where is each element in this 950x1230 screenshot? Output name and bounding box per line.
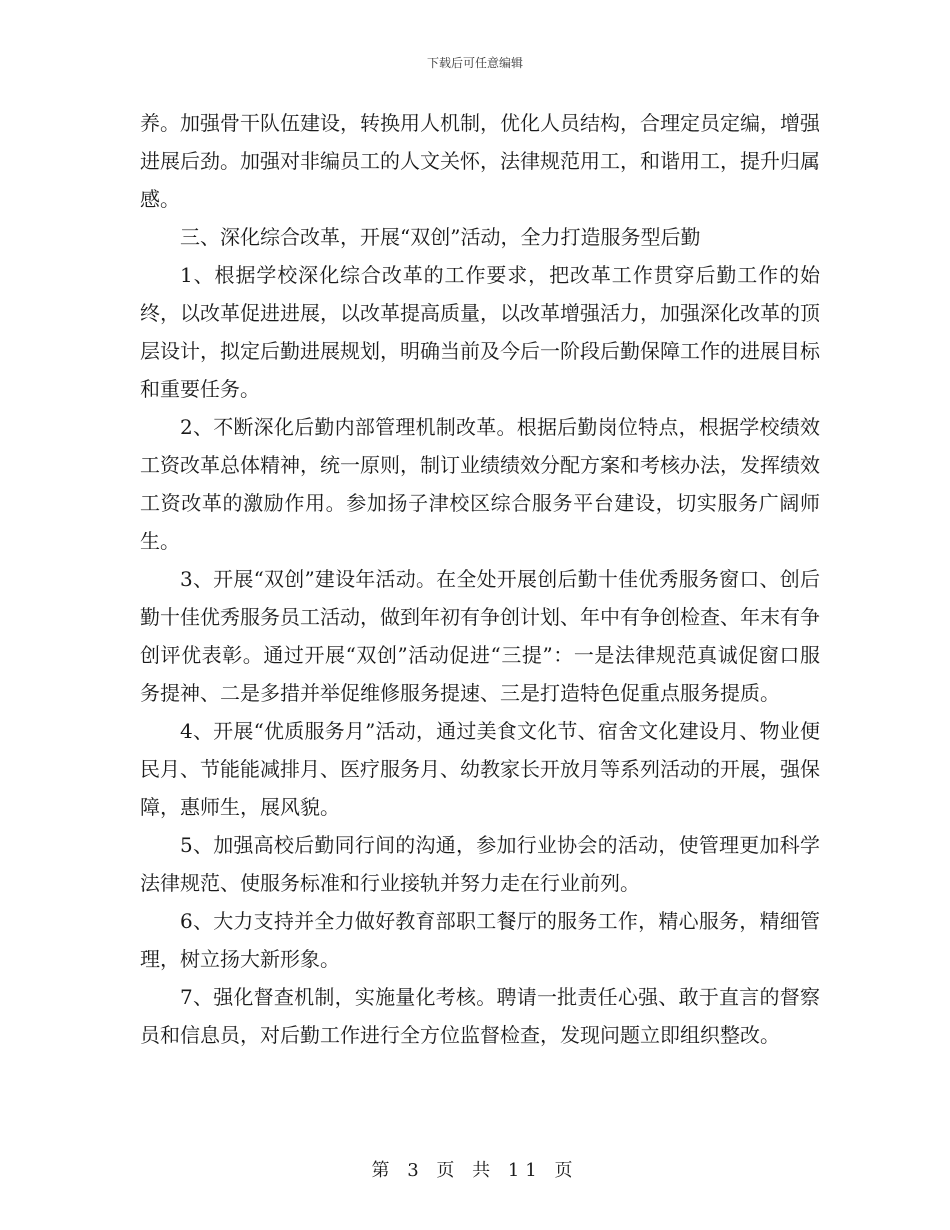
paragraph-item-5: 5、加强高校后勤同行间的沟通，参加行业协会的活动，使管理更加科学法律规范、使服务标准和行业接轨并努力走在行业前列。 [140, 833, 820, 895]
paragraph-item-7: 7、强化督查机制，实施量化考核。聘请一批责任心强、敢于直言的督察员和信息员，对后勤工作进行全方位监督检查，发现问题立即组织整改。 [140, 985, 820, 1047]
paragraph-item-6: 6、大力支持并全力做好教育部职工餐厅的服务工作，精心服务，精细管理，树立扬大新形象。 [140, 909, 820, 971]
paragraph-item-1: 1、根据学校深化综合改革的工作要求，把改革工作贯穿后勤工作的始终，以改革促进进展，以改革提高质量，以改革增强活力，加强深化改革的顶层设计，拟定后勤进展规划，明确当前及今后一阶段后勤保障工作的进展目标和重要任务。 [140, 263, 820, 401]
paragraph-item-2: 2、不断深化后勤内部管理机制改革。根据后勤岗位特点，根据学校绩效工资改革总体精神，统一原则，制订业绩绩效分配方案和考核办法，发挥绩效工资改革的激励作用。参加扬子津校区综合服务平台建设，切实服务广阔师生。 [140, 415, 820, 553]
document-body [140, 104, 820, 1054]
section-heading: 三、深化综合改革，开展“双创”活动，全力打造服务型后勤 [180, 225, 701, 249]
page-header: 下载后可任意编辑 [426, 56, 523, 70]
paragraph-item-4: 4、开展“优质服务月”活动，通过美食文化节、宿舍文化建设月、物业便民月、节能能减排月、医疗服务月、幼教家长开放月等系列活动的开展，强保障，惠师生，展风貌。 [140, 719, 820, 819]
page-number-footer: 第 3 页 共 11 页 [371, 1160, 579, 1181]
paragraph-item-3: 3、开展“双创”建设年活动。在全处开展创后勤十佳优秀服务窗口、创后勤十佳优秀服务员工活动，做到年初有争创计划、年中有争创检查、年末有争创评优表彰。通过开展“双创”活动促进“三提”：一是法律规范真诚促窗口服务提神、二是多措并举促维修服务提速、三是打造特色促重点服务提质。 [140, 567, 820, 705]
paragraph-continuation: 养。加强骨干队伍建设，转换用人机制，优化人员结构，合理定员定编，增强进展后劲。加强对非编员工的人文关怀，法律规范用工，和谐用工，提升归属感。 [140, 111, 820, 211]
